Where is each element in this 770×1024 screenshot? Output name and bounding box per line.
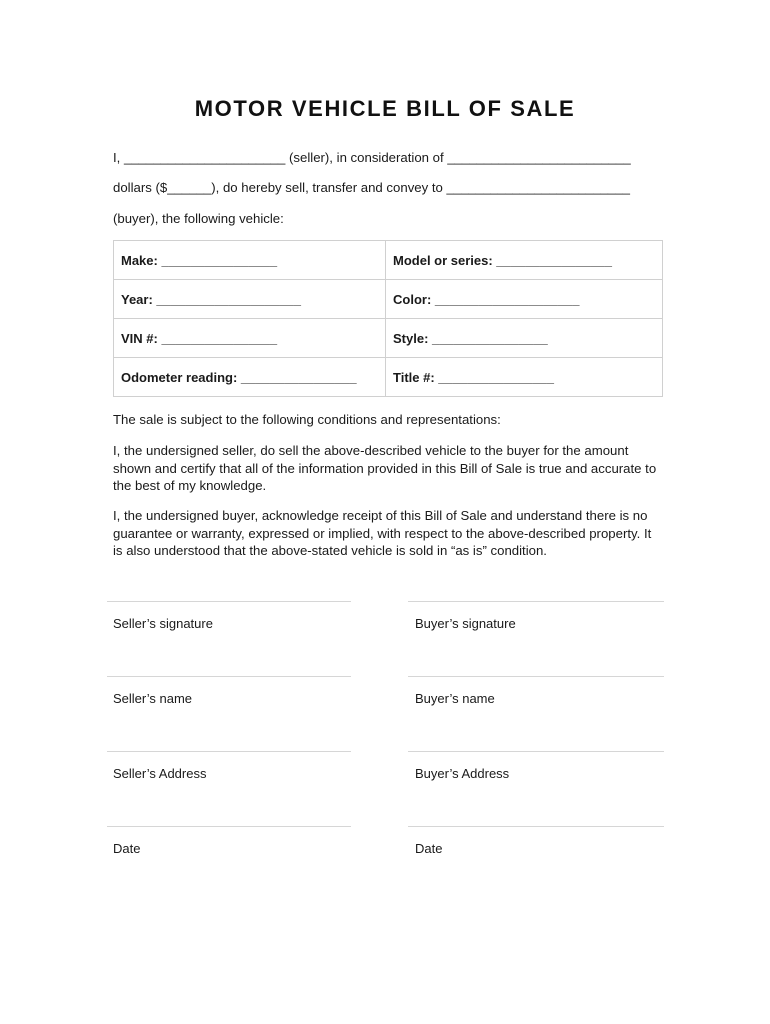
table-row xyxy=(114,280,663,319)
seller-name-label: Seller’s name xyxy=(113,691,193,706)
seller-name-line xyxy=(107,676,351,677)
seller-date-line xyxy=(107,826,351,827)
buyer-statement: I, the undersigned buyer, acknowledge receipt of this Bill of Sale and understand there is no guarantee or warranty, expressed or implied, with respect to the above-described property. It is also understood that the above-stated vehicle is sold in “as is” condition. xyxy=(113,508,652,558)
seller-address-line xyxy=(107,751,351,752)
style-field: Style: ________________ xyxy=(386,319,663,358)
buyer-name-label: Buyer’s name xyxy=(415,691,495,706)
buyer-signature-line xyxy=(408,601,664,602)
intro-line-buyer: (buyer), the following vehicle: xyxy=(113,211,284,226)
table-row xyxy=(114,241,663,280)
year-field: Year: ____________________ xyxy=(114,280,386,319)
seller-date-label: Date xyxy=(113,841,141,856)
seller-address-label: Seller’s Address xyxy=(113,766,207,781)
seller-statement: I, the undersigned seller, do sell the above-described vehicle to the buyer for the amount shown and certify that all of the information provided in this Bill of Sale is true and accurate to the best of my knowledge. xyxy=(113,443,657,493)
vehicle-details-table xyxy=(113,240,663,397)
buyer-date-label: Date xyxy=(415,841,443,856)
table-row xyxy=(114,319,663,358)
color-field: Color: ____________________ xyxy=(386,280,663,319)
title-number-field: Title #: ________________ xyxy=(386,358,663,397)
seller-signature-line xyxy=(107,601,351,602)
buyer-address-line xyxy=(408,751,664,752)
model-field: Model or series: ________________ xyxy=(386,241,663,280)
conditions-heading: The sale is subject to the following conditions and representations: xyxy=(113,412,501,427)
buyer-address-label: Buyer’s Address xyxy=(415,766,510,781)
document-title: MOTOR VEHICLE BILL OF SALE xyxy=(194,96,576,121)
make-field: Make: ________________ xyxy=(114,241,386,280)
odometer-field: Odometer reading: ________________ xyxy=(114,358,386,397)
intro-line-seller: I, ______________________ (seller), in consideration of _________________________ xyxy=(113,150,631,165)
buyer-date-line xyxy=(408,826,664,827)
buyer-name-line xyxy=(408,676,664,677)
buyer-signature-label: Buyer’s signature xyxy=(415,616,516,631)
seller-signature-label: Seller’s signature xyxy=(113,616,213,631)
table-row xyxy=(114,358,663,397)
intro-line-price: dollars ($______), do hereby sell, transfer and convey to _________________________ xyxy=(113,180,630,195)
vin-field: VIN #: ________________ xyxy=(114,319,386,358)
